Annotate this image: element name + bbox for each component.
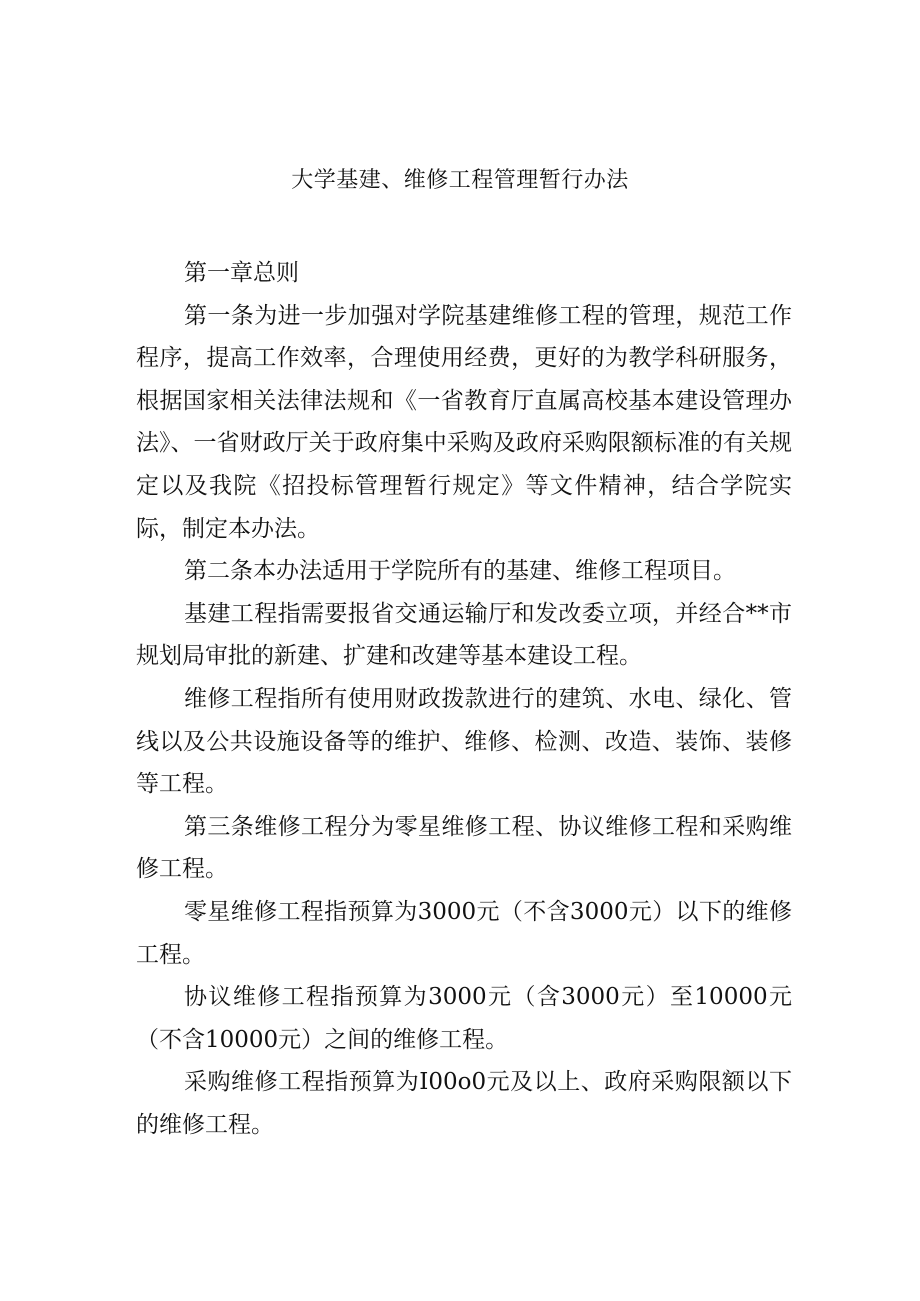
document-body — [136, 252, 792, 1146]
procurement-maintenance-paragraph: 采购维修工程指预算为I00o0元及以上、政府采购限额以下的维修工程。 — [136, 1069, 792, 1138]
construction-definition-paragraph: 基建工程指需要报省交通运输厅和发改委立项，并经合**市规划局审批的新建、扩建和改建等基本建设工程。 — [136, 600, 792, 670]
document-title: 大学基建、维修工程管理暂行办法 — [291, 168, 629, 193]
minor-maintenance-paragraph: 零星维修工程指预算为3000元（不含3000元）以下的维修工程。 — [136, 898, 792, 968]
agreement-maintenance-paragraph: 协议维修工程指预算为3000元（含3000元）至10000元（不含10000元）之间的维修工程。 — [136, 984, 792, 1053]
maintenance-definition-paragraph: 维修工程指所有使用财政拨款进行的建筑、水电、绿化、管线以及公共设施设备等的维护、维修、检测、改造、装饰、装修等工程。 — [136, 685, 792, 798]
article-2-paragraph: 第二条本办法适用于学院所有的基建、维修工程项目。 — [184, 558, 736, 585]
article-3-paragraph: 第三条维修工程分为零星维修工程、协议维修工程和采购维修工程。 — [136, 813, 792, 883]
chapter-heading: 第一章总则 — [184, 260, 299, 286]
article-1-paragraph: 第一条为进一步加强对学院基建维修工程的管理，规范工作程序，提高工作效率，合理使用经费，更好的为教学科研服务，根据国家相关法律法规和《一省教育厅直属高校基本建设管理办法》、一省财政厅关于政府集中采购及政府采购限额标准的有关规定以及我院《招投标管理暂行规定》等文件精神，结合学院实际，制定本办法。 — [136, 302, 792, 542]
